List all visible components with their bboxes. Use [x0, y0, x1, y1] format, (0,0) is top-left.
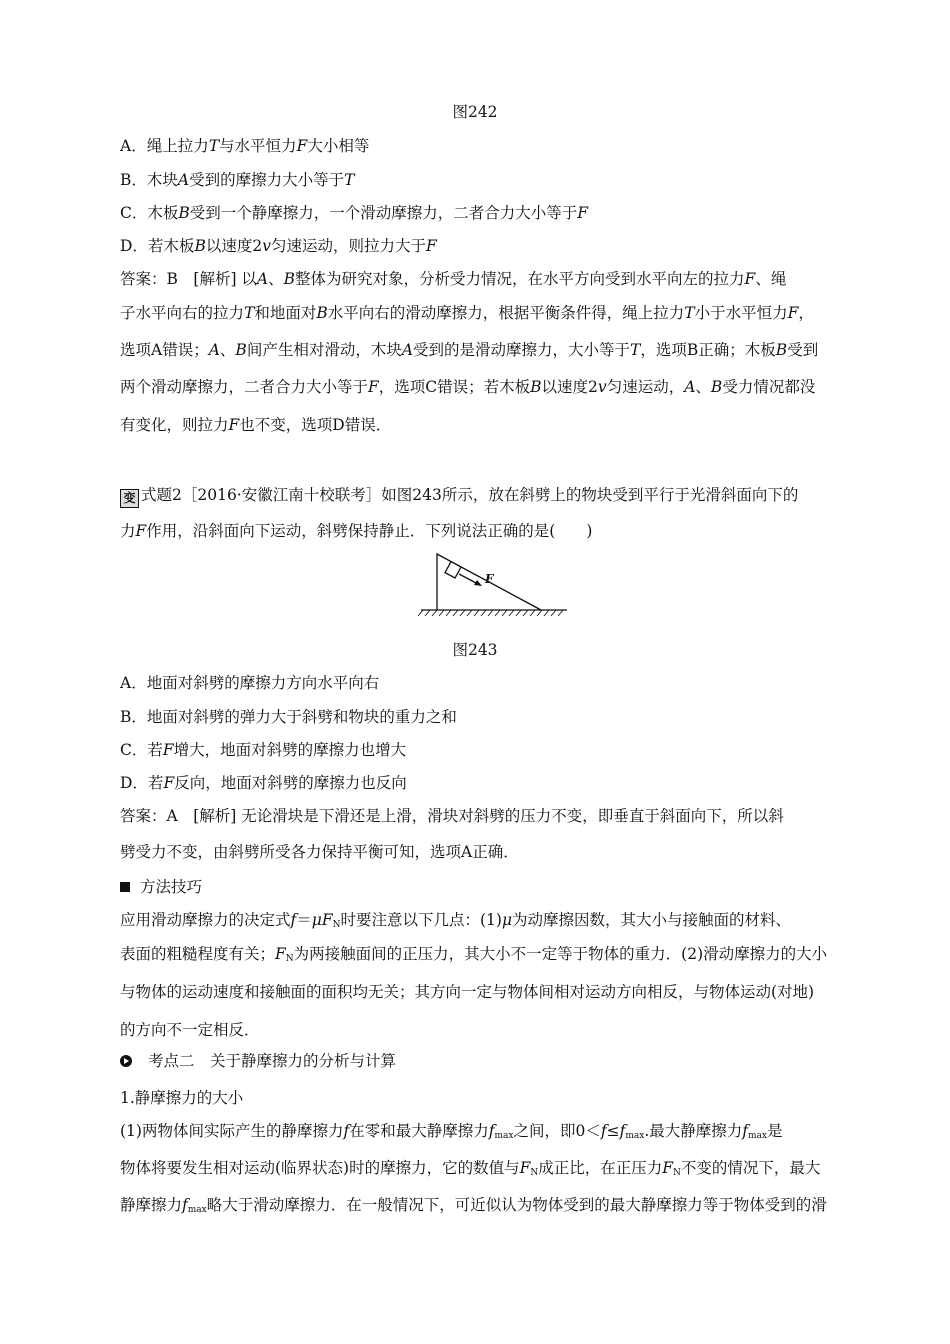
- variant-question-line-1: 变 式题2［2016·安徽江南十校联考］如图243所示，放在斜劈上的物块受到平行于光滑斜面向下的: [120, 485, 798, 508]
- method-line-3: 与物体的运动速度和接触面的面积均无关；其方向一定与物体间相对运动方向相反，与物体运动(对地): [120, 983, 815, 1001]
- para-line-2: 物体将要发生相对运动(临界状态)时的摩擦力，它的数值与$F_N$成正比，在正压力$F_N$不变的情况下，最大: [120, 1159, 821, 1178]
- answer-1-line-4: 两个滑动摩擦力，二者合力大小等于F，选项C错误；若木板B以速度2v匀速运动，A、B受力情况都没: [120, 378, 816, 396]
- option-d: D．若木板B以速度2v匀速运动，则拉力大于F: [120, 237, 437, 255]
- method-line-4: 的方向不一定相反．: [120, 1021, 260, 1039]
- answer-1-line-2: 子水平向右的拉力T和地面对B水平向右的滑动摩擦力，根据平衡条件得，绳上拉力T小于水平恒力F，: [120, 304, 814, 322]
- answer-1-line-3: 选项A错误；A、B间产生相对滑动，木块A受到的是滑动摩擦力，大小等于T，选项B正确；木板B受到: [120, 341, 819, 359]
- circle-arrow-bullet-icon: [120, 1055, 132, 1067]
- para-line-3: 静摩擦力$f_{max}$略大于滑动摩擦力．在一般情况下，可近似认为物体受到的最大静摩擦力等于物体受到的滑: [120, 1196, 827, 1215]
- option2-b: B．地面对斜劈的弹力大于斜劈和物块的重力之和: [120, 708, 457, 726]
- answer-1-line-1: 答案：B [解析] 以A、B整体为研究对象，分析受力情况，在水平方向受到水平向左的拉力F、绳: [120, 270, 787, 288]
- answer-2-line-1: 答案：A [解析] 无论滑块是下滑还是上滑，滑块对斜劈的压力不变，即垂直于斜面向下，所以斜: [120, 807, 784, 825]
- square-bullet-icon: [120, 882, 130, 892]
- option2-a: A．地面对斜劈的摩擦力方向水平向右: [120, 674, 380, 692]
- option-a: A．绳上拉力T与水平恒力F大小相等: [120, 137, 370, 155]
- figure-243-caption: 图243: [452, 641, 498, 659]
- para-line-1: (1)两物体间实际产生的静摩擦力f在零和最大静摩擦力$f_{max}$之间，即$0<f\le f_{max}$.最大静摩擦力$f_{max}$是: [120, 1122, 783, 1141]
- option-b: B．木块A受到的摩擦力大小等于T: [120, 171, 355, 189]
- block-shape: [445, 562, 461, 578]
- figure-242-caption: 图242: [452, 103, 498, 121]
- option-c: C．木板B受到一个静摩擦力，一个滑动摩擦力，二者合力大小等于F: [120, 204, 589, 222]
- force-arrow: [459, 574, 478, 584]
- answer-2-line-2: 劈受力不变，由斜劈所受各力保持平衡可知，选项A正确．: [120, 843, 519, 861]
- section-heading: 考点二 关于静摩擦力的分析与计算: [120, 1051, 396, 1071]
- answer-1-line-5: 有变化，则拉力F也不变，选项D错误．: [120, 416, 392, 434]
- method-line-2: 表面的粗糙程度有关；$F_N$为两接触面间的正压力，其大小不一定等于物体的重力．(2)滑动摩擦力的大小: [120, 945, 828, 964]
- option2-c: C．若F增大，地面对斜劈的摩擦力也增大: [120, 741, 407, 759]
- variant-badge-icon: 变: [120, 489, 139, 508]
- figure-243-incline-diagram: [415, 548, 575, 620]
- method-line-1: 应用滑动摩擦力的决定式$f=\mu F_N$时要注意以下几点：(1)μ为动摩擦因数，其大小与接触面的材料、: [120, 911, 792, 930]
- option2-d: D．若F反向，地面对斜劈的摩擦力也反向: [120, 774, 407, 792]
- method-heading: 方法技巧: [120, 877, 202, 897]
- subsection-heading: 1.静摩擦力的大小: [120, 1089, 244, 1107]
- variant-question-line-2: 力F作用，沿斜面向下运动，斜劈保持静止．下列说法正确的是( ): [120, 522, 593, 540]
- force-label: F: [485, 572, 494, 586]
